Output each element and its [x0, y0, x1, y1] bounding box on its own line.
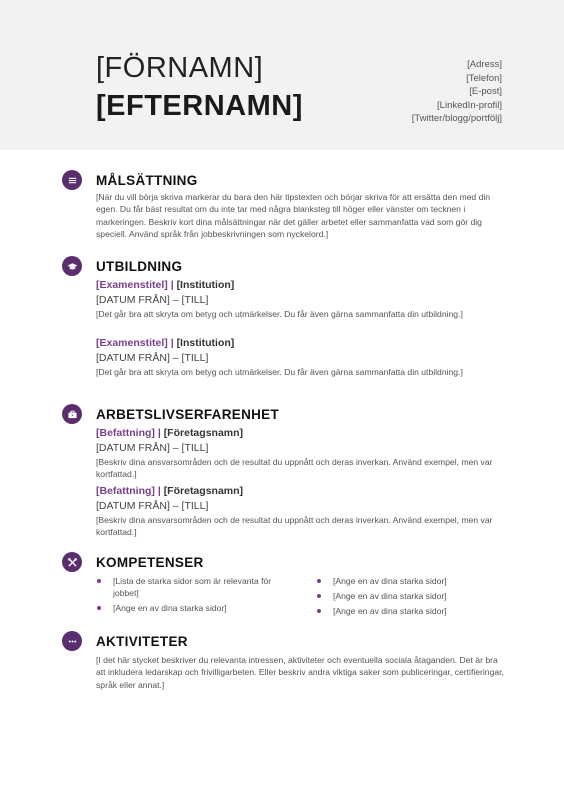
contact-email[interactable]: [E-post]: [469, 86, 502, 97]
job-title[interactable]: [Befattning]: [96, 485, 155, 497]
education-title: UTBILDNING: [96, 259, 183, 274]
separator: |: [154, 427, 164, 439]
header-band: [0, 0, 564, 150]
objective-text[interactable]: [När du vill börja skriva markerar du bara den här tipstexten och börjar skriva för att ersätta den med din egen. Du får bäst resultat om du inte tar med några blanksteg till höger eller vänster om tecknen i markeringen. Beskriv kort dina målsättningar när det gäller arbetet eller sammanfatta vad som gör dig speciell. Använd språk från jobbeskrivningen som nyckelord.]: [96, 192, 491, 240]
skills-title: KOMPETENSER: [96, 555, 204, 570]
degree-title[interactable]: [Examenstitel]: [96, 279, 168, 291]
education-entry-1-dates[interactable]: [DATUM FRÅN] – [TILL]: [96, 294, 209, 306]
experience-entry-2-text[interactable]: [Beskriv dina ansvarsområden och de resultat du uppnått och deras inverkan. Använd exempel, men var kortfattad.]: [96, 515, 493, 538]
education-entry-1-title: [96, 279, 234, 291]
institution[interactable]: [Institution]: [176, 337, 235, 349]
skill-item[interactable]: [Ange en av dina starka sidor]: [316, 605, 506, 617]
experience-entry-2-dates[interactable]: [DATUM FRÅN] – [TILL]: [96, 500, 209, 512]
activities-text[interactable]: [I det här stycket beskriver du relevanta intressen, aktiviteter och eventuella sociala åtaganden. Det är bra att inkludera ledarskap och frivilligarbeten. Eller beskriv andra viktiga saker som publiceringar, certifieringar, språk eller annat.]: [96, 655, 504, 690]
skill-item[interactable]: [Lista de starka sidor som är relevanta för jobbet]: [96, 575, 286, 600]
experience-entry-2-title: [96, 485, 243, 497]
contact-linkedin[interactable]: [LinkedIn-profil]: [437, 99, 502, 111]
more-icon: [62, 631, 82, 651]
experience-title: ARBETSLIVSERFARENHET: [96, 407, 280, 422]
separator: |: [154, 485, 164, 497]
education-entry-2-title: [96, 337, 234, 349]
graduation-cap-icon: [62, 256, 82, 276]
skill-item[interactable]: [Ange en av dina starka sidor]: [316, 590, 506, 602]
skills-list-left: [96, 575, 286, 617]
separator: |: [167, 279, 177, 291]
skills-list-right: [316, 575, 506, 620]
separator: |: [167, 337, 177, 349]
skill-item[interactable]: [Ange en av dina starka sidor]: [96, 602, 286, 614]
experience-entry-1-dates[interactable]: [DATUM FRÅN] – [TILL]: [96, 442, 209, 454]
education-entry-2-text[interactable]: [Det går bra att skryta om betyg och utmärkelser. Du får även gärna sammanfatta din utbildning.]: [96, 367, 463, 377]
company-name[interactable]: [Företagsnamn]: [163, 427, 244, 439]
objective-title: MÅLSÄTTNING: [96, 173, 198, 188]
experience-entry-1-text[interactable]: [Beskriv dina ansvarsområden och de resultat du uppnått och deras inverkan. Använd exempel, men var kortfattad.]: [96, 457, 493, 480]
list-icon: [62, 170, 82, 190]
contact-address[interactable]: [Adress]: [467, 59, 502, 70]
activities-title: AKTIVITETER: [96, 634, 188, 649]
institution[interactable]: [Institution]: [176, 279, 235, 291]
last-name[interactable]: [EFTERNAMN]: [96, 90, 303, 122]
first-name[interactable]: [FÖRNAMN]: [96, 52, 264, 84]
briefcase-icon: [62, 404, 82, 424]
education-entry-1-text[interactable]: [Det går bra att skryta om betyg och utmärkelser. Du får även gärna sammanfatta din utbildning.]: [96, 309, 463, 319]
tools-icon: [62, 552, 82, 572]
contact-phone[interactable]: [Telefon]: [466, 72, 502, 84]
degree-title[interactable]: [Examenstitel]: [96, 337, 168, 349]
skill-item[interactable]: [Ange en av dina starka sidor]: [316, 575, 506, 587]
job-title[interactable]: [Befattning]: [96, 427, 155, 439]
company-name[interactable]: [Företagsnamn]: [163, 485, 244, 497]
experience-entry-1-title: [96, 427, 243, 439]
contact-twitter[interactable]: [Twitter/blogg/portfölj]: [411, 113, 502, 124]
education-entry-2-dates[interactable]: [DATUM FRÅN] – [TILL]: [96, 352, 209, 364]
contact-block: [412, 58, 502, 126]
